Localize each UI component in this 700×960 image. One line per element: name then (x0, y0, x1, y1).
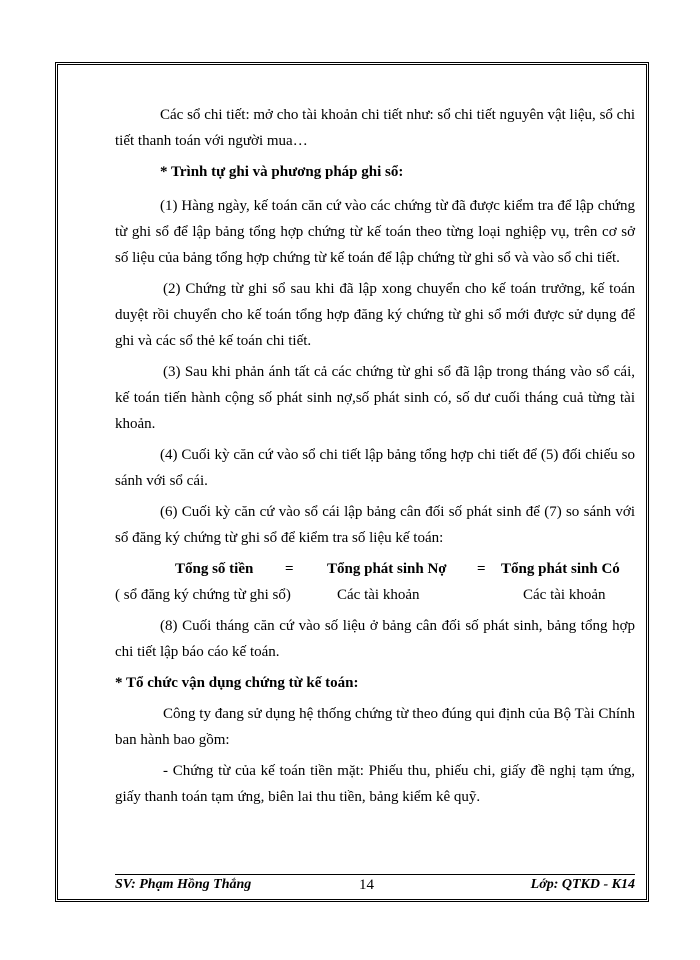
page-footer (115, 877, 635, 897)
footer-student-name: SV: Phạm Hồng Thắng (115, 877, 252, 892)
paragraph-voucher-system: Công ty đang sử dụng hệ thống chứng từ theo đúng qui định của Bộ Tài Chính ban hành bao gồm: (115, 706, 635, 748)
formula-subtitles (115, 582, 635, 608)
paragraph-step-2: (2) Chứng từ ghi sổ sau khi đã lập xong chuyển cho kế toán trưởng, kế toán duyệt rồi chuyển cho kế toán tổng hợp đăng ký chứng từ ghi sổ mới được sử dụng để ghi và các sổ thẻ kế toán chi tiết. (115, 281, 635, 349)
paragraph-detail-books: Các sổ chi tiết: mở cho tài khoản chi tiết như: sổ chi tiết nguyên vật liệu, sổ chi tiết thanh toán với người mua… (115, 107, 635, 149)
paragraph-cash-vouchers: - Chứng từ của kế toán tiền mặt: Phiếu thu, phiếu chi, giấy đề nghị tạm ứng, giấy thanh toán tạm ứng, biên lai thu tiền, bảng kiểm kê quỹ. (115, 763, 635, 805)
formula-total-credit: Tổng phát sinh Có (501, 561, 620, 577)
paragraph-step-6: (6) Cuối kỳ căn cứ vào sổ cái lập bảng cân đối số phát sinh để (7) so sánh với sổ đăng ký chứng từ ghi sổ để kiểm tra số liệu kế toán: (115, 504, 635, 546)
formula-sub-register: ( sổ đăng ký chứng từ ghi sổ) (115, 587, 291, 603)
heading-voucher-organization: * Tổ chức vận dụng chứng từ kế toán: (115, 675, 359, 691)
formula-sub-accounts-2: Các tài khoản (523, 587, 606, 603)
formula-equation (115, 556, 635, 582)
paragraph-step-8: (8) Cuối tháng căn cứ vào số liệu ở bảng cân đối số phát sinh, bảng tổng hợp chi tiết lập báo cáo kế toán. (115, 618, 635, 660)
formula-equals-1: = (285, 561, 294, 577)
paragraph-step-4: (4) Cuối kỳ căn cứ vào sổ chi tiết lập bảng tổng hợp chi tiết để (5) đối chiếu so sánh với sổ cái. (115, 447, 635, 489)
footer-class: Lớp: QTKD - K14 (530, 877, 635, 892)
paragraph-step-3: (3) Sau khi phản ánh tất cả các chứng từ ghi sổ đã lập trong tháng vào sổ cái, kế toán tiến hành cộng số phát sinh nợ,số phát sinh có, số dư cuối tháng cuả từng tài khoản. (115, 364, 635, 432)
formula-equals-2: = (477, 561, 486, 577)
formula-sub-accounts-1: Các tài khoản (337, 587, 420, 603)
formula-total-amount: Tổng số tiền (175, 561, 254, 577)
document-body (115, 102, 635, 815)
formula-total-debit: Tổng phát sinh Nợ (327, 561, 447, 577)
paragraph-step-1: (1) Hàng ngày, kế toán căn cứ vào các chứng từ đã được kiểm tra để lập chứng từ ghi sổ để lập bảng tổng hợp chứng từ kế toán theo từng loại nghiệp vụ, trên cơ sở số liệu của bảng tổng hợp chứng từ kế toán để lập chứng từ ghi sổ và vào sổ chi tiết. (115, 198, 635, 266)
heading-recording-procedure: * Trình tự ghi và phương pháp ghi sổ: (160, 164, 404, 180)
footer-divider (115, 874, 635, 875)
footer-page-number: 14 (359, 877, 374, 893)
